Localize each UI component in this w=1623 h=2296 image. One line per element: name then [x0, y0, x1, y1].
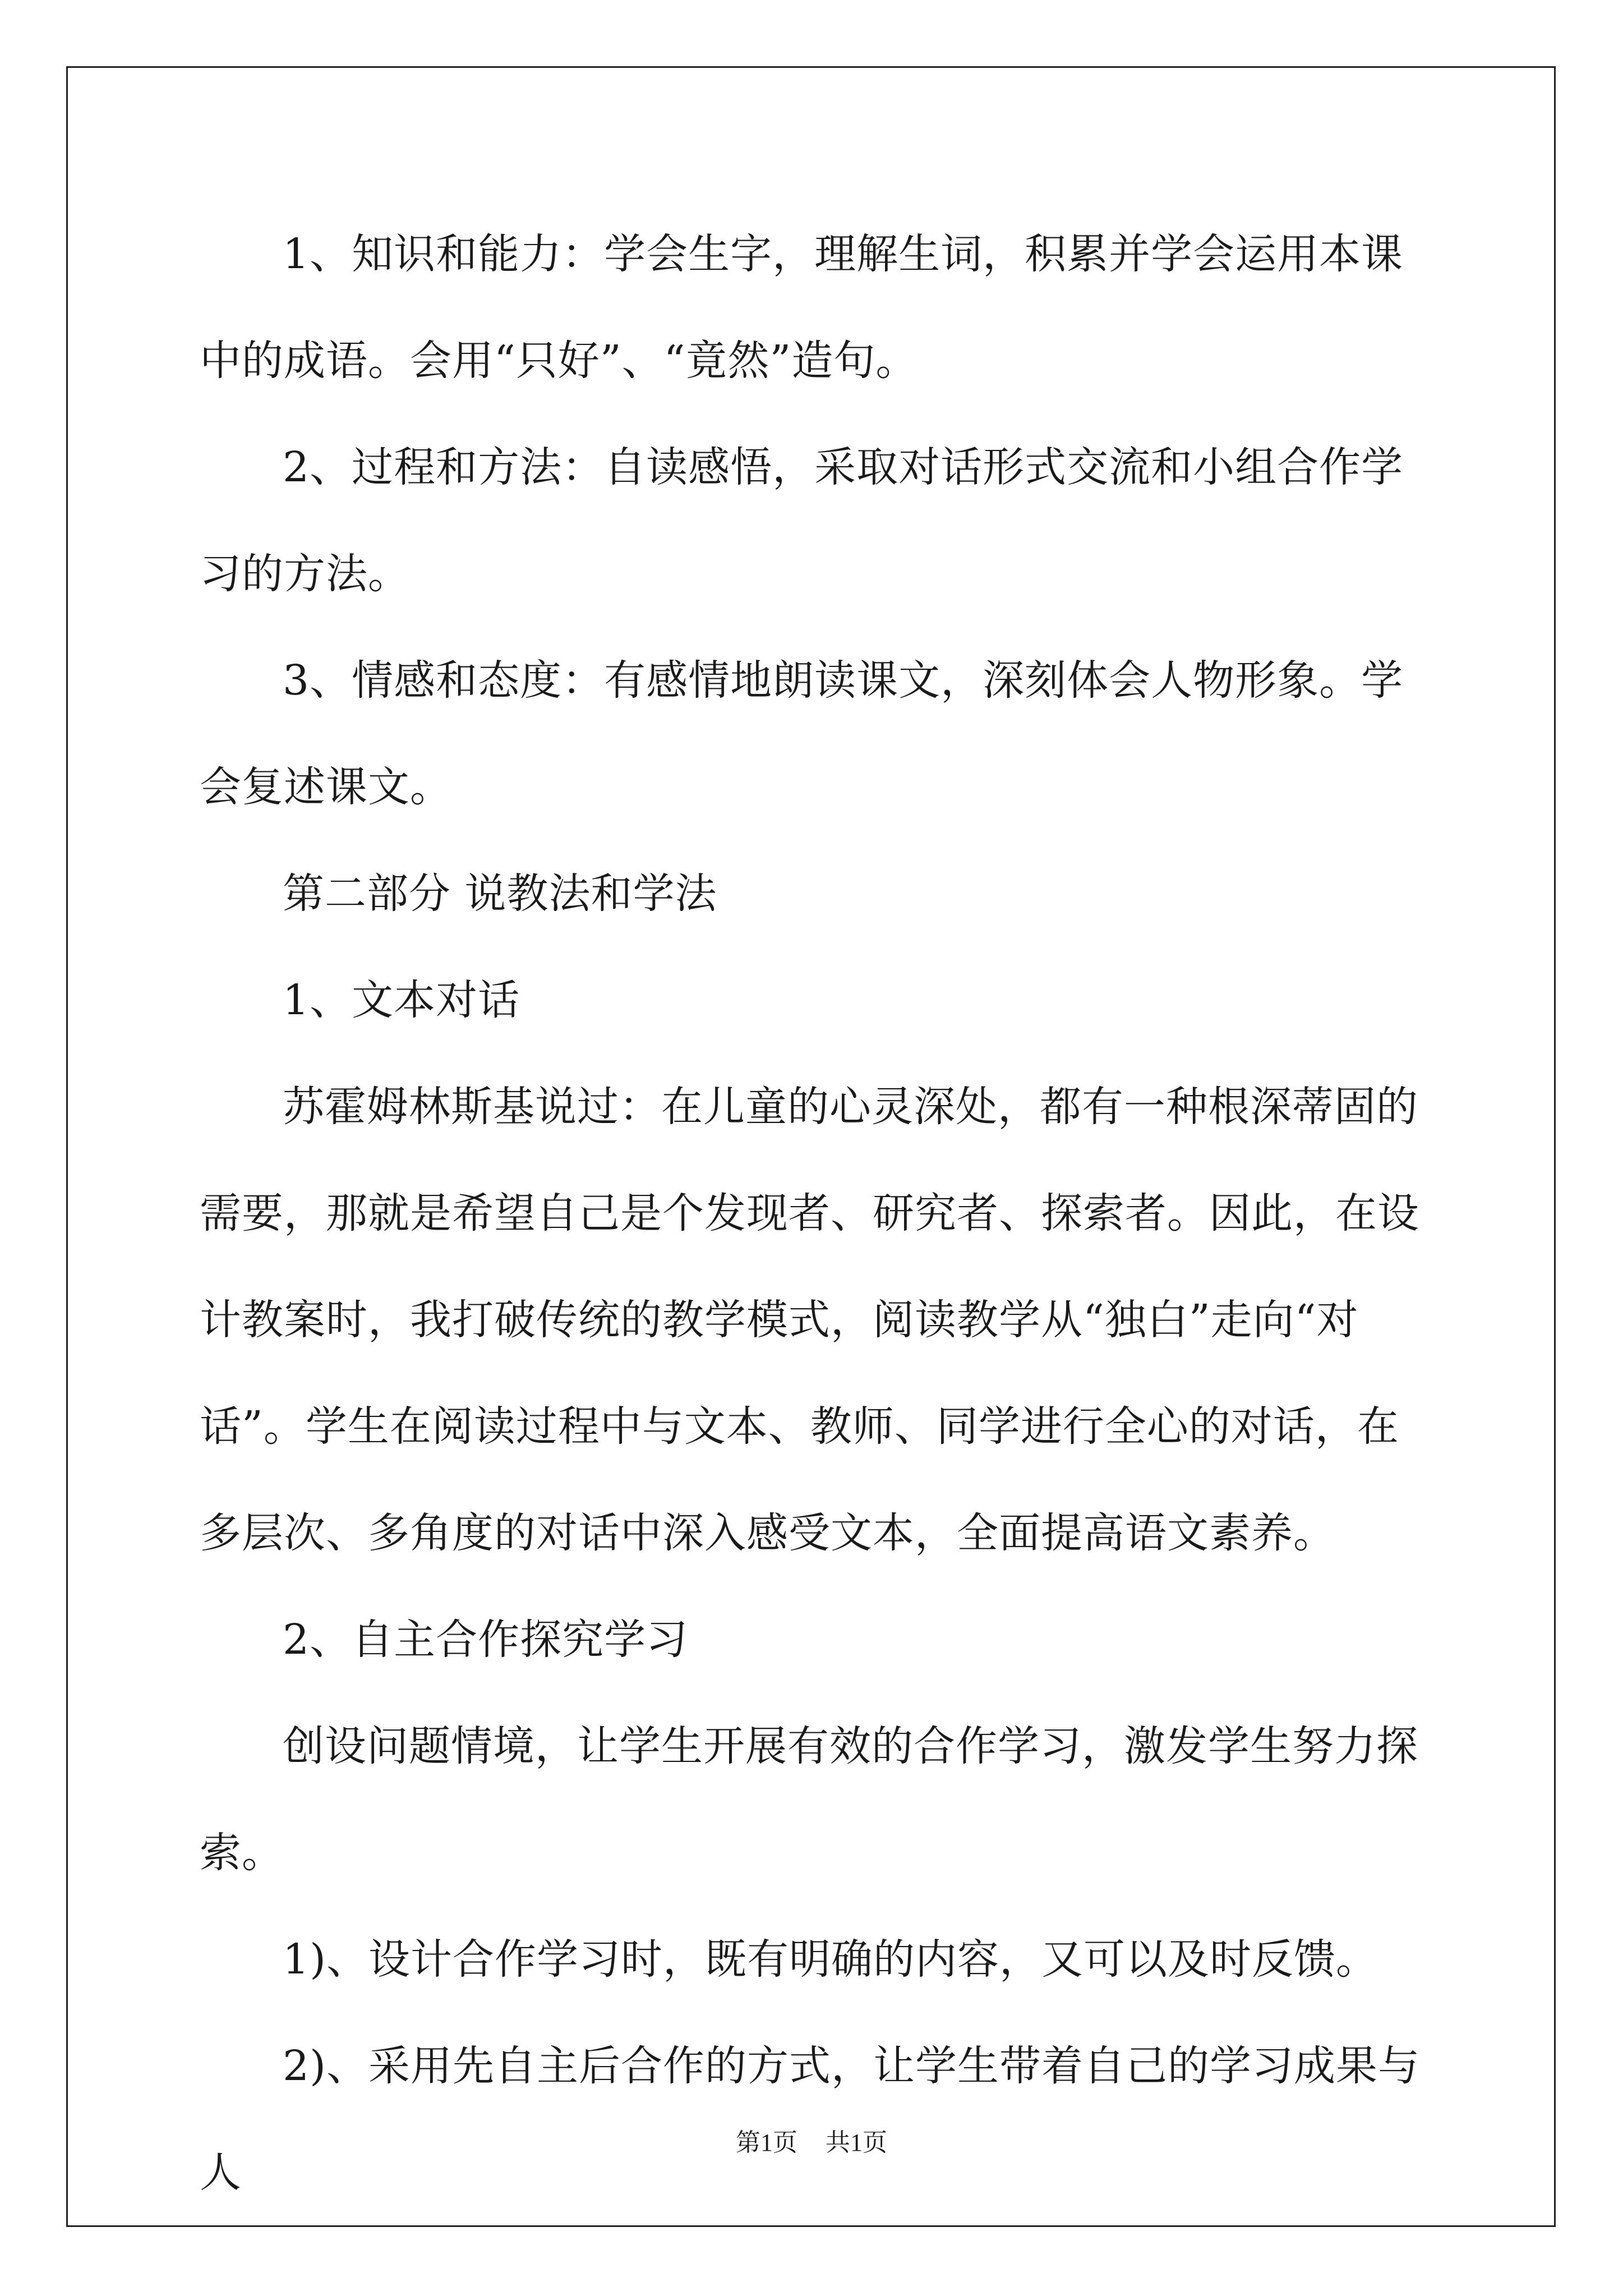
paragraph-objective-process: 2、过程和方法：自读感悟，采取对话形式交流和小组合作学习的方法。 — [200, 443, 1404, 598]
paragraph-objective-knowledge: 1、知识和能力：学会生字，理解生词，积累并学会运用本课 中的成语。会用“只好”、“竟然”造句。 — [200, 230, 1404, 385]
paragraph-text-dialogue: 苏霍姆林斯基说过：在儿童的心灵深处，都有一种根深蒂固的需要，那就是希望自己是个发现者、研究者、探索者。因此，在设计教案时，我打破传统的教学模式，阅读教学从“独白”走向“对话”。学生在阅读过程中与文本、教师、同学进行全心的对话，在多层次、多角度的对话中深入感受文本，全面提高语文素养。 — [200, 1083, 1419, 1557]
list-item-1: 1)、设计合作学习时，既有明确的内容，又可以及时反馈。 — [283, 1935, 1378, 1984]
subheading-text-dialogue: 1、文本对话 — [283, 976, 520, 1024]
page-total: 共1页 — [826, 2129, 887, 2156]
paragraph-objective-emotion: 3、情感和态度：有感情地朗读课文，深刻体会人物形象。学会复述课文。 — [200, 656, 1404, 811]
subheading-cooperative-learning: 2、自主合作探究学习 — [283, 1616, 689, 1664]
section-heading: 第二部分 说教法和学法 — [283, 869, 717, 918]
paragraph-problem-situation: 创设问题情境，让学生开展有效的合作学习，激发学生努力探索。 — [200, 1722, 1418, 1877]
page-footer — [0, 2122, 1623, 2158]
list-item-2: 2)、采用先自主后合作的方式，让学生带着自己的学习成果与人 — [200, 2042, 1420, 2197]
page-number: 第1页 — [736, 2129, 797, 2156]
document-body — [200, 201, 1433, 2226]
